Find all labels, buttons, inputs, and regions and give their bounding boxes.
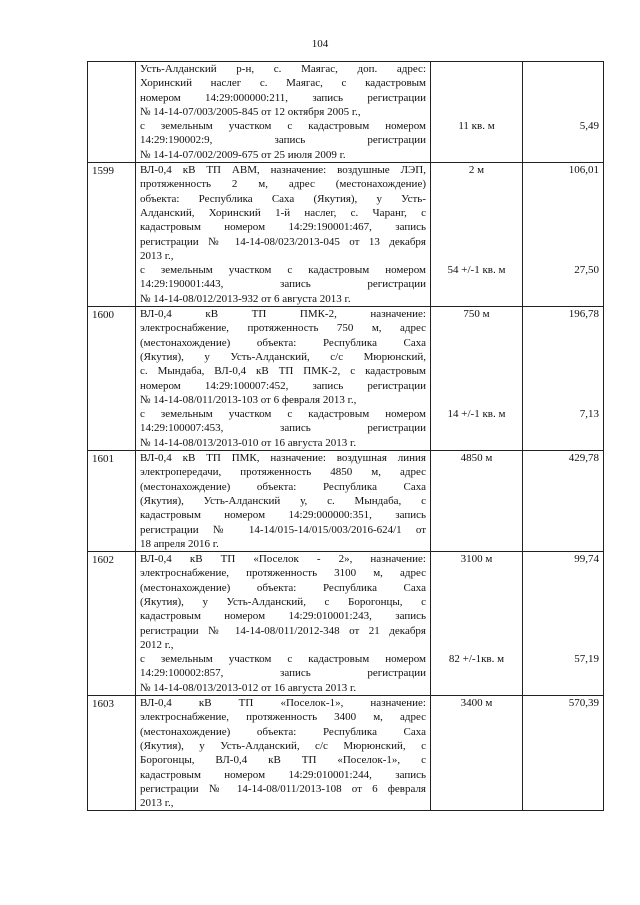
description-line: Алданский, Хоринский 1-й наслег, с. Чаранг, с <box>140 206 426 219</box>
description-line: ВЛ-0,4 кВ ТП ПМК-2, назначение: <box>140 308 426 321</box>
row-description <box>136 696 431 811</box>
row-number <box>88 62 136 163</box>
quantity-value <box>431 105 522 119</box>
row-number: 1600 <box>88 307 136 451</box>
description-line: Усть-Алданский р-н, с. Маягас, доп. адрес: <box>140 63 426 75</box>
quantity-value <box>431 379 522 393</box>
value-amount <box>523 609 603 623</box>
quantity-value <box>431 235 522 249</box>
description-line: регистрации № 14-14-08/011/2012-348 от 21 декабря <box>140 624 426 637</box>
description-line: (местонахождение) объекта: Республика Саха <box>140 725 426 738</box>
description-line: 2012 г., <box>140 638 174 651</box>
description-line: кадастровым номером 14:29:190001:467, запись <box>140 221 426 234</box>
description-line: номером 14:29:000000:211, запись регистрации <box>140 91 426 104</box>
value-amount <box>523 177 603 191</box>
register-row <box>88 451 604 552</box>
quantity-value <box>431 192 522 206</box>
description-line: 2013 г., <box>140 797 174 810</box>
value-amount: 106,01 <box>568 164 599 177</box>
description-line: 14:29:100007:453, запись регистрации <box>140 422 426 435</box>
row-value <box>523 696 604 811</box>
quantity-value: 4850 м <box>460 452 493 465</box>
quantity-value: 3100 м <box>460 553 493 566</box>
row-value <box>523 552 604 696</box>
value-amount <box>523 364 603 378</box>
value-amount <box>523 638 603 652</box>
quantity-value <box>431 336 522 350</box>
row-quantity <box>431 696 523 811</box>
description-line: с земельным участком с кадастровым номером <box>140 120 426 133</box>
value-amount <box>523 624 603 638</box>
quantity-value <box>431 595 522 609</box>
quantity-value <box>431 62 522 76</box>
value-amount: 5,49 <box>579 120 599 133</box>
row-number: 1602 <box>88 552 136 696</box>
row-number: 1601 <box>88 451 136 552</box>
description-line: 14:29:190001:443, запись регистрации <box>140 278 426 291</box>
value-amount: 99,74 <box>574 553 599 566</box>
quantity-value <box>431 566 522 580</box>
description-line: электроснабжение, протяженность 3400 м, адрес <box>140 711 426 724</box>
row-quantity <box>431 62 523 163</box>
quantity-value <box>431 206 522 220</box>
row-value <box>523 163 604 307</box>
description-line: (Якутия), у Усть-Алданский, с/с Мюрюнский, <box>140 350 426 363</box>
row-value <box>523 62 604 163</box>
quantity-value <box>431 220 522 234</box>
value-amount <box>523 76 603 90</box>
quantity-value <box>431 609 522 623</box>
description-line: протяженность 2 м, адрес (местонахождение) <box>140 178 426 191</box>
quantity-value: 3400 м <box>460 697 493 710</box>
row-quantity <box>431 307 523 451</box>
description-line: № 14-14-07/002/2009-675 от 25 июля 2009 г. <box>140 148 346 161</box>
value-amount <box>523 393 603 407</box>
value-amount: 57,19 <box>574 653 599 666</box>
value-amount <box>523 581 603 595</box>
value-amount <box>523 62 603 76</box>
quantity-value <box>431 624 522 638</box>
description-line: регистрации № 14-14-08/023/2013-045 от 13 декабря <box>140 235 426 248</box>
description-line: с земельным участком с кадастровым номером <box>140 408 426 421</box>
description-line: номером 14:29:100007:452, запись регистрации <box>140 379 426 392</box>
quantity-value <box>431 249 522 263</box>
value-amount <box>523 595 603 609</box>
description-line: регистрации № 14-14/015-14/015/003/2016-624/1 от <box>140 523 426 536</box>
value-amount <box>523 379 603 393</box>
value-amount <box>523 235 603 249</box>
value-amount: 27,50 <box>574 264 599 277</box>
description-line: (Якутия), у Усть-Алданский, с Борогонцы, с <box>140 595 426 608</box>
description-line: ВЛ-0,4 кВ ТП АВМ, назначение: воздушные ЛЭП, <box>140 164 426 177</box>
quantity-value <box>431 581 522 595</box>
description-line: (Якутия), Усть-Алданский у, с. Мындаба, с <box>140 494 426 507</box>
row-number: 1603 <box>88 696 136 811</box>
description-line: (местонахождение) объекта: Республика Саха <box>140 336 426 349</box>
description-line: с земельным участком с кадастровым номером <box>140 653 426 666</box>
description-line: кадастровым номером 14:29:000000:351, запись <box>140 509 426 522</box>
quantity-value: 11 кв. м <box>458 120 495 133</box>
row-description <box>136 62 431 163</box>
description-line: с земельным участком с кадастровым номером <box>140 264 426 277</box>
register-row <box>88 307 604 451</box>
description-line: электроснабжение, протяженность 3100 м, адрес <box>140 567 426 580</box>
description-line: регистрации № 14-14-08/011/2013-108 от 6 февраля <box>140 782 426 795</box>
description-line: электроснабжение, протяженность 750 м, адрес <box>140 322 426 335</box>
value-amount <box>523 192 603 206</box>
row-number: 1599 <box>88 163 136 307</box>
description-line: (местонахождение) объекта: Республика Саха <box>140 480 426 493</box>
quantity-value <box>431 393 522 407</box>
value-amount <box>523 220 603 234</box>
quantity-value: 54 +/-1 кв. м <box>447 264 506 277</box>
description-line: с. Мындаба, ВЛ-0,4 кВ ТП ПМК-2, с кадастровым <box>140 365 426 378</box>
row-quantity <box>431 552 523 696</box>
quantity-value <box>431 76 522 90</box>
description-line: 18 апреля 2016 г. <box>140 537 219 550</box>
value-amount <box>523 249 603 263</box>
row-quantity <box>431 163 523 307</box>
quantity-value: 2 м <box>468 164 485 177</box>
register-row <box>88 696 604 811</box>
description-line: № 14-14-08/013/2013-012 от 16 августа 2013 г. <box>140 681 357 694</box>
description-line: кадастровым номером 14:29:010001:244, запись <box>140 768 426 781</box>
register-body <box>88 62 604 811</box>
description-line: № 14-14-08/013/2013-010 от 16 августа 2013 г. <box>140 436 357 449</box>
quantity-value <box>431 321 522 335</box>
value-amount <box>523 206 603 220</box>
row-description <box>136 163 431 307</box>
row-quantity <box>431 451 523 552</box>
value-amount <box>523 350 603 364</box>
description-line: ВЛ-0,4 кВ ТП ПМК, назначение: воздушная линия <box>140 452 426 465</box>
description-line: Хоринский наслег с. Маягас, с кадастровым <box>140 77 426 90</box>
description-line: кадастровым номером 14:29:010001:243, запись <box>140 610 426 623</box>
row-description <box>136 552 431 696</box>
description-line: ВЛ-0,4 кВ ТП «Поселок-1», назначение: <box>140 697 426 710</box>
description-line: 14:29:100002:857, запись регистрации <box>140 667 426 680</box>
register-table <box>87 61 604 811</box>
row-value <box>523 307 604 451</box>
description-line: (местонахождение) объекта: Республика Саха <box>140 581 426 594</box>
quantity-value <box>431 91 522 105</box>
row-description <box>136 451 431 552</box>
quantity-value <box>431 350 522 364</box>
value-amount <box>523 105 603 119</box>
description-line: № 14-14-07/003/2005-845 от 12 октября 2005 г., <box>140 105 361 118</box>
quantity-value <box>431 364 522 378</box>
row-value <box>523 451 604 552</box>
value-amount <box>523 321 603 335</box>
quantity-value <box>431 177 522 191</box>
quantity-value: 82 +/-1кв. м <box>448 653 505 666</box>
quantity-value <box>431 638 522 652</box>
value-amount <box>523 336 603 350</box>
quantity-value: 750 м <box>463 308 490 321</box>
value-amount: 429,78 <box>568 452 599 465</box>
page-number: 104 <box>311 38 329 50</box>
row-description <box>136 307 431 451</box>
description-line: объекта: Республика Саха (Якутия), у Усть- <box>140 192 426 205</box>
description-line: (Якутия), у Усть-Алданский, с/с Мюрюнский, с <box>140 739 426 752</box>
description-line: 14:29:190002:9, запись регистрации <box>140 134 426 147</box>
description-line: № 14-14-08/011/2013-103 от 6 февраля 2013 г., <box>140 393 357 406</box>
value-amount <box>523 566 603 580</box>
description-line: № 14-14-08/012/2013-932 от 6 августа 2013 г. <box>140 292 351 305</box>
description-line: ВЛ-0,4 кВ ТП «Поселок - 2», назначение: <box>140 553 426 566</box>
description-line: Борогонцы, ВЛ-0,4 кВ ТП «Поселок-1», с <box>140 754 426 767</box>
description-line: 2013 г., <box>140 249 174 262</box>
description-line: электропередачи, протяженность 4850 м, адрес <box>140 466 426 479</box>
value-amount <box>523 91 603 105</box>
value-amount: 196,78 <box>568 308 599 321</box>
quantity-value: 14 +/-1 кв. м <box>447 408 506 421</box>
register-row <box>88 552 604 696</box>
value-amount: 570,39 <box>568 697 599 710</box>
register-row <box>88 62 604 163</box>
register-row <box>88 163 604 307</box>
value-amount: 7,13 <box>579 408 599 421</box>
